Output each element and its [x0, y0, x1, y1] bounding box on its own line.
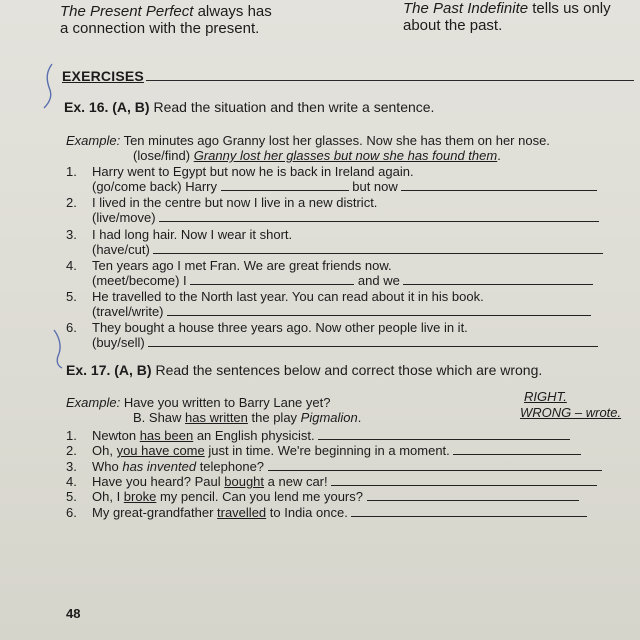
item-underlined: you have come [116, 443, 205, 458]
item-hint: (travel/write) [92, 304, 164, 319]
item-number: 2. [66, 195, 77, 210]
ex16-item [66, 195, 377, 210]
answer-blank[interactable] [453, 444, 581, 455]
note-text-2: about the past. [403, 17, 503, 34]
item-number: 1. [66, 164, 77, 179]
answer-blank[interactable] [403, 274, 593, 285]
item-text: just in time. We're beginning in a moment. [204, 443, 450, 458]
answer-blank[interactable] [401, 180, 597, 191]
ex17-number: Ex. 17. (A, B) [66, 362, 152, 378]
heading-rule [146, 80, 634, 81]
ex16-item-answer [92, 210, 599, 225]
answer-blank[interactable] [159, 211, 599, 222]
item-number: 6. [66, 320, 77, 335]
item-hint: (have/cut) [92, 242, 150, 257]
item-text: My great-grandfather [92, 505, 218, 520]
wrong-label: WRONG – wrote. [520, 405, 622, 420]
item-number: 1. [66, 428, 77, 443]
ex16-example-answer-line [133, 148, 501, 163]
answer-blank[interactable] [221, 180, 349, 191]
answer-blank[interactable] [190, 274, 354, 285]
page-number: 48 [66, 606, 81, 621]
item-text: an English physicist. [193, 428, 315, 443]
item-text: Newton [92, 428, 140, 443]
answer-blank[interactable] [153, 243, 603, 254]
example-end: . [357, 410, 362, 425]
ex16-instruction: Read the situation and then write a sentence. [149, 99, 435, 115]
ex16-item [66, 289, 484, 304]
ex16-item [66, 258, 392, 273]
ex16-number: Ex. 16. (A, B) [64, 99, 150, 115]
item-text: Oh, I [92, 489, 124, 504]
item-number: 5. [66, 289, 77, 304]
item-number: 4. [66, 258, 77, 273]
right-label: RIGHT. [524, 389, 567, 404]
item-hint: (buy/sell) [92, 335, 145, 350]
example-text: the play [247, 410, 301, 425]
item-underlined: broke [123, 489, 157, 504]
item-mid: but now [352, 179, 398, 194]
item-text: Who [92, 459, 123, 474]
ex16-item-answer [92, 304, 591, 319]
item-text: I had long hair. Now I wear it short. [92, 227, 293, 242]
item-underlined: has invented [122, 459, 197, 474]
ex17-item [66, 428, 570, 443]
present-perfect-note [60, 3, 272, 37]
answer-blank[interactable] [318, 429, 570, 440]
note-text: always has [193, 3, 272, 20]
ex16-item [66, 227, 292, 242]
item-number: 4. [66, 474, 77, 489]
item-text: Ten years ago I met Fran. We are great friends now. [92, 258, 392, 273]
example-end: . [497, 148, 501, 163]
answer-blank[interactable] [148, 336, 598, 347]
ex17-example-line1 [66, 395, 330, 410]
ex16-title [64, 99, 434, 115]
example-text: Have you written to Barry Lane yet? [120, 395, 331, 410]
item-text: to India once. [266, 505, 348, 520]
item-text: Harry went to Egypt but now he is back in Ireland again. [92, 164, 414, 179]
item-number: 5. [66, 489, 77, 504]
item-text: Have you heard? Paul [92, 474, 225, 489]
ex16-example [66, 133, 550, 148]
example-hint: (lose/find) [133, 148, 194, 163]
ex16-item-answer [92, 335, 598, 350]
ex17-item [66, 474, 597, 489]
item-mid: and we [357, 273, 400, 288]
note-italic: The Past Indefinite [403, 0, 529, 17]
item-number: 2. [66, 443, 77, 458]
example-underlined: has written [185, 410, 248, 425]
item-text: He travelled to the North last year. You can read about it in his book. [92, 289, 484, 304]
ex16-item-answer [92, 273, 593, 288]
item-text: Oh, [92, 443, 117, 458]
item-text: I lived in the centre but now I live in a new district. [92, 195, 378, 210]
example-text: Ten minutes ago Granny lost her glasses. Now she has them on her nose. [120, 133, 550, 148]
item-text: my pencil. Can you lend me yours? [156, 489, 363, 504]
note-text: tells us only [528, 0, 611, 17]
pen-bracket-mark [38, 62, 60, 110]
item-underlined: bought [224, 474, 265, 489]
item-underlined: has been [139, 428, 194, 443]
example-label: Example: [66, 395, 121, 410]
ex17-item [66, 459, 602, 474]
item-number: 3. [66, 227, 77, 242]
example-label: Example: [66, 133, 121, 148]
item-number: 3. [66, 459, 77, 474]
item-text: They bought a house three years ago. Now other people live in it. [92, 320, 468, 335]
ex17-item [66, 443, 581, 458]
item-number: 6. [66, 505, 77, 520]
ex17-instruction: Read the sentences below and correct those which are wrong. [151, 362, 543, 378]
ex17-example-line2 [133, 410, 361, 425]
item-underlined: travelled [217, 505, 267, 520]
ex16-item-answer [92, 179, 597, 194]
answer-blank[interactable] [367, 490, 579, 501]
item-hint: (meet/become) I [92, 273, 187, 288]
answer-blank[interactable] [268, 460, 602, 471]
item-hint: (go/come back) Harry [92, 179, 217, 194]
item-hint: (live/move) [92, 210, 156, 225]
item-text: telephone? [196, 459, 265, 474]
past-indefinite-note [403, 0, 611, 34]
example-answer: Granny lost her glasses but now she has found them [193, 148, 498, 163]
answer-blank[interactable] [331, 475, 597, 486]
example-text: B. Shaw [133, 410, 186, 425]
section-heading: EXERCISES [62, 68, 144, 84]
ex16-item [66, 164, 414, 179]
ex17-item [66, 489, 579, 504]
ex16-item [66, 320, 468, 335]
ex17-title [66, 362, 542, 378]
item-text: a new car! [264, 474, 328, 489]
answer-blank[interactable] [167, 305, 591, 316]
ex17-item [66, 505, 587, 520]
example-title: Pigmalion [300, 410, 358, 425]
note-italic: The Present Perfect [60, 3, 194, 20]
ex16-item-answer [92, 242, 603, 257]
answer-blank[interactable] [351, 506, 587, 517]
note-text-2: a connection with the present. [60, 20, 260, 37]
